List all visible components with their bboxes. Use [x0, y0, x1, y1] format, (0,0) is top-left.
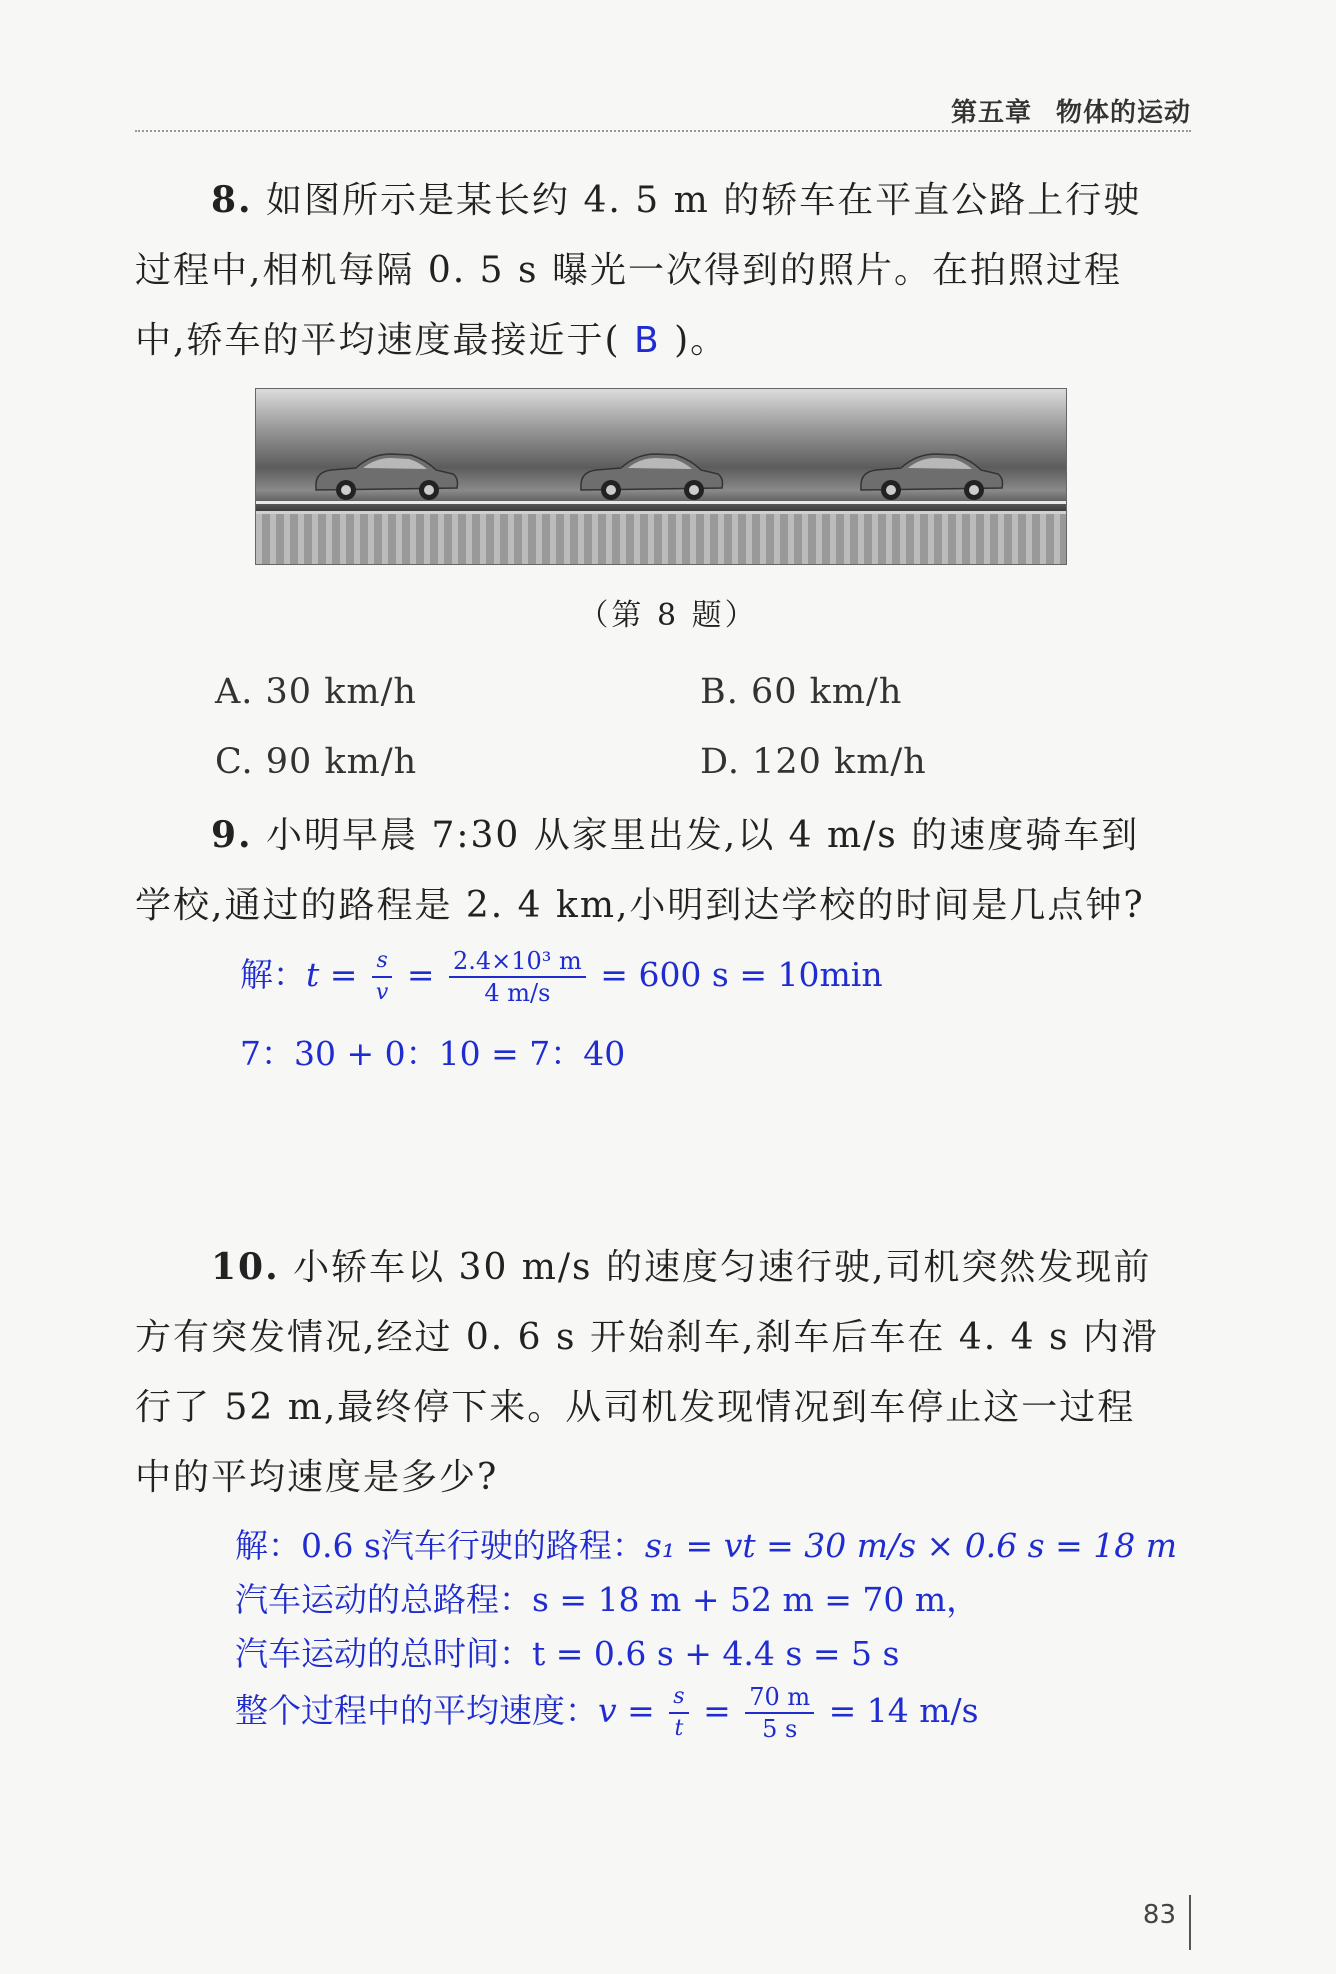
page-number-rule	[1189, 1895, 1191, 1950]
q10-solution-line-3: 汽车运动的总时间：t = 0.6 s + 4.4 s = 5 s	[235, 1634, 900, 1673]
question-8	[135, 165, 1195, 376]
fraction-distance-over-speed: $\frac{\text{2.4×10³ m}}{4 m/s}$	[449, 946, 586, 1008]
fraction-70m-over-5s: $\frac{70 m}{5 s}$	[745, 1682, 814, 1744]
running-head	[951, 92, 1191, 129]
q9-line-2: 学校,通过的路程是 2. 4 km,小明到达学校的时间是几点钟?	[135, 885, 1145, 926]
option-b: B. 60 km/h	[700, 672, 903, 712]
q8-line-3: 中,轿车的平均速度最接近于( B )。	[135, 320, 729, 361]
q10-line-4: 中的平均速度是多少?	[135, 1457, 499, 1498]
q8-answer: B	[633, 320, 661, 361]
q8-line-2: 过程中,相机每隔 0. 5 s 曝光一次得到的照片。在拍照过程	[135, 250, 1122, 291]
q10-solution-line-2: 汽车运动的总路程：s = 18 m + 52 m = 70 m，	[235, 1580, 980, 1619]
chapter-title: 物体的运动	[1055, 98, 1191, 128]
header-dotted-rule	[135, 130, 1191, 132]
page-number: 83	[1142, 1900, 1176, 1930]
option-d: D. 120 km/h	[700, 742, 927, 782]
q10-number: 10.	[211, 1246, 280, 1288]
q9-solution-line-1: 解：t = $\frac{s}{v}$ = $\frac{\text{2.4×10³ m}}{4 m/s}$ = 600 s = 10min	[240, 947, 883, 1007]
q9-line-1: 9. 小明早晨 7:30 从家里出发,以 4 m/s 的速度骑车到	[211, 814, 1140, 856]
option-c: C. 90 km/h	[215, 742, 418, 782]
car-image-1	[311, 440, 461, 504]
chapter-number: 第五章	[950, 98, 1032, 128]
q10-solution-line-1: 解：0.6 s汽车行驶的路程：s₁ = vt = 30 m/s × 0.6 s = 18 m	[235, 1526, 1177, 1565]
q10-line-1: 10. 小轿车以 30 m/s 的速度匀速行驶,司机突然发现前	[211, 1246, 1152, 1288]
q8-number: 8.	[211, 179, 253, 221]
car-image-2	[576, 440, 726, 504]
q10-line-2: 方有突发情况,经过 0. 6 s 开始刹车,刹车后车在 4. 4 s 内滑	[135, 1317, 1159, 1358]
option-a: A. 30 km/h	[215, 672, 417, 712]
q10-line-3: 行了 52 m,最终停下来。从司机发现情况到车停止这一过程	[135, 1387, 1136, 1428]
car-photo-figure	[255, 388, 1067, 565]
fraction-s-over-t: $\frac{s}{t}$	[669, 1682, 688, 1744]
q9-number: 9.	[211, 814, 253, 856]
q10-solution-line-4: 整个过程中的平均速度：v = $\frac{s}{t}$ = $\frac{70 m}{5 s}$ = 14 m/s	[235, 1683, 979, 1743]
q9-solution-line-2: 7：30 + 0：10 = 7：40	[240, 1034, 626, 1073]
car-image-3	[856, 440, 1006, 504]
question-10	[135, 1232, 1195, 1513]
fraction-s-over-v: $\frac{s}{v}$	[372, 946, 392, 1008]
question-9	[135, 800, 1195, 941]
q8-line-1: 8. 如图所示是某长约 4. 5 m 的轿车在平直公路上行驶	[211, 179, 1142, 221]
road-surface	[256, 514, 1066, 564]
figure-caption: （第 8 题）	[578, 598, 758, 633]
